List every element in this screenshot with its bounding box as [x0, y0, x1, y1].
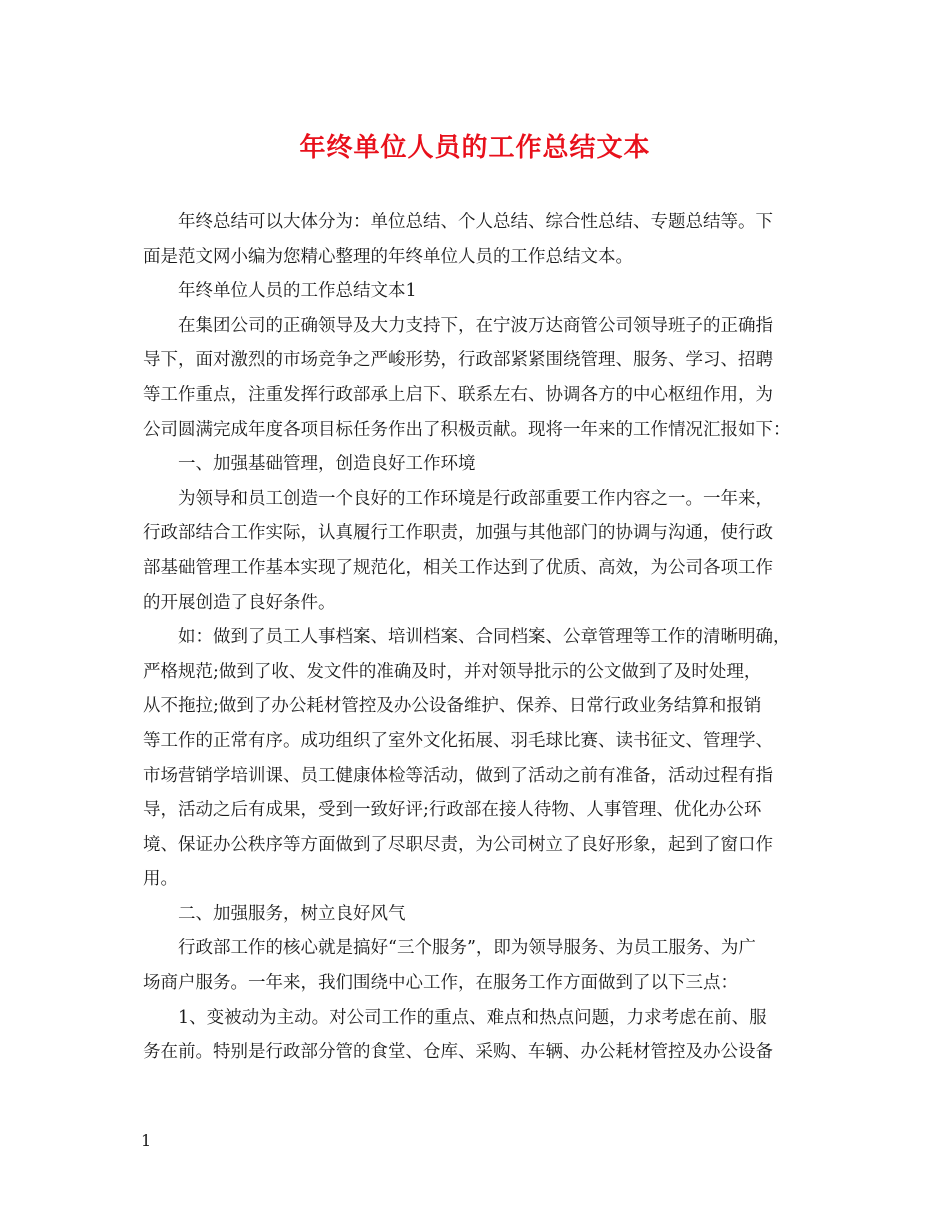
text-line: 年终单位人员的工作总结文本1 [178, 281, 417, 302]
text-line: 导，活动之后有成果，受到一致好评;行政部在接人待物、人事管理、优化办公环 [143, 800, 762, 821]
text-line: 的开展创造了良好条件。 [143, 592, 336, 613]
text-line: 在集团公司的正确领导及大力支持下，在宁波万达商管公司领导班子的正确指 [178, 315, 773, 336]
text-line: 年终总结可以大体分为：单位总结、个人总结、综合性总结、专题总结等。下 [178, 212, 773, 232]
text-line: 用。 [143, 869, 178, 890]
text-line: 从不拖拉;做到了办公耗材管控及办公设备维护、保养、日常行政业务结算和报销 [143, 696, 762, 717]
text-line: 二、加强服务，树立良好风气 [178, 903, 406, 924]
text-line: 严格规范;做到了收、发文件的准确及时，并对领导批示的公文做到了及时处理， [143, 661, 762, 682]
text-line: 公司圆满完成年度各项目标任务作出了积极贡献。现将一年来的工作情况汇报如下： [143, 419, 791, 440]
document-body [143, 205, 808, 1070]
text-line: 行政部结合工作实际，认真履行工作职责，加强与其他部门的协调与沟通，使行政 [143, 523, 773, 544]
text-line: 行政部工作的核心就是搞好“三个服务”，即为领导服务、为员工服务、为广 [178, 938, 756, 959]
text-line: 导下，面对激烈的市场竞争之严峻形势，行政部紧紧围绕管理、服务、学习、招聘 [143, 350, 773, 371]
text-line: 等工作的正常有序。成功组织了室外文化拓展、羽毛球比赛、读书征文、管理学、 [143, 730, 773, 751]
text-line: 部基础管理工作基本实现了规范化，相关工作达到了优质、高效，为公司各项工作 [143, 557, 773, 578]
text-line: 为领导和员工创造一个良好的工作环境是行政部重要工作内容之一。一年来， [178, 488, 773, 509]
text-line: 面是范文网小编为您精心整理的年终单位人员的工作总结文本。 [143, 246, 633, 267]
text-line: 务在前。特别是行政部分管的食堂、仓库、采购、车辆、办公耗材管控及办公设备 [143, 1042, 773, 1063]
text-line: 等工作重点，注重发挥行政部承上启下、联系左右、协调各方的中心枢纽作用，为 [143, 384, 773, 405]
text-line: 一、加强基础管理，创造良好工作环境 [178, 454, 476, 475]
page-number: 1 [141, 1131, 152, 1150]
text-line: 如：做到了员工人事档案、培训档案、合同档案、公章管理等工作的清晰明确， [178, 627, 791, 648]
text-line: 场商户服务。一年来，我们围绕中心工作，在服务工作方面做到了以下三点： [143, 973, 738, 994]
text-line: 1、变被动为主动。对公司工作的重点、难点和热点问题，力求考虑在前、服 [178, 1007, 767, 1028]
text-line: 境、保证办公秩序等方面做到了尽职尽责，为公司树立了良好形象，起到了窗口作 [143, 834, 773, 855]
text-line: 市场营销学培训课、员工健康体检等活动，做到了活动之前有准备，活动过程有指 [143, 765, 773, 786]
document-title: 年终单位人员的工作总结文本 [299, 133, 651, 163]
